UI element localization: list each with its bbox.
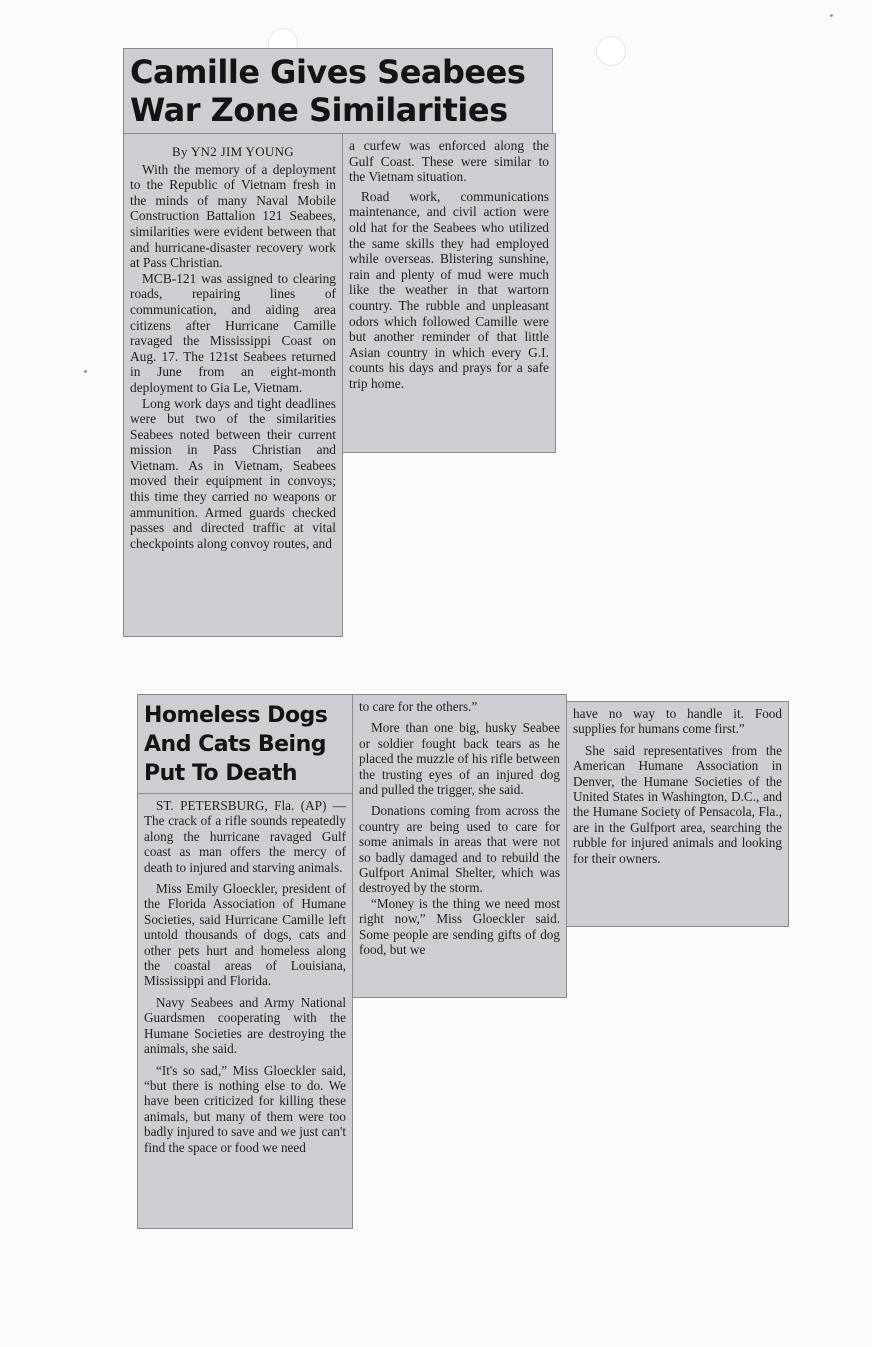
article2-col2-paragraph: Donations coming from across the country are being used to care for some animals in areas that were not so badly damaged and to rebuild the Gulfport Animal Shelter, which was destroyed by the storm. — [359, 803, 560, 896]
article2-col1-paragraph: Miss Emily Gloeckler, president of the Florida Association of Humane Societies, said Hurricane Camille left untold thousands of dogs, cats and other pets hurt and homeless along the coastal areas of Louisiana, Mississippi and Florida. — [144, 881, 346, 989]
article2-col3-paragraph: have no way to handle it. Food supplies for humans come first.” — [573, 706, 782, 737]
article1-col2-paragraph: a curfew was enforced along the Gulf Coast. These were similar to the Vietnam situation. — [349, 138, 549, 185]
article2-headline-block — [137, 694, 353, 794]
article2-column-1 — [137, 793, 353, 1229]
article1-col2-paragraph: Road work, communications maintenance, and civil action were old hat for the Seabees who utilized the same skills they had employed while overseas. Blistering sunshine, rain and plenty of mud were much like the weather in that wartorn country. The rubble and unpleasant odors which followed Camille were but another reminder of that little Asian country in which every G.I. counts his days and prays for a safe trip home. — [349, 188, 549, 391]
article2-col2-paragraph: More than one big, husky Seabee or soldier fought back tears as he placed the muzzle of his rifle between the trusting eyes of an injured dog and pulled the trigger, she said. — [359, 720, 560, 798]
paper-speck — [84, 370, 87, 373]
article2-col1-paragraph: Navy Seabees and Army National Guardsmen cooperating with the Humane Societies are destroying the animals, she said. — [144, 994, 346, 1057]
article1-col1-paragraph: MCB-121 was assigned to clearing roads, repairing lines of communication, and aiding area citizens after Hurricane Camille ravaged the Mississippi Coast on Aug. 17. The 121st Seabees returned in June from an eight-month deployment to Gia Le, Vietnam. — [130, 270, 336, 395]
article2-headline-line3: Put To Death — [144, 761, 298, 786]
paper-speck — [830, 14, 833, 17]
article1-headline-line2: War Zone Similarities — [130, 91, 508, 129]
article2-col2-paragraph: “Money is the thing we need most right now,” Miss Gloeckler said. Some people are sending gifts of dog food, but we — [359, 895, 560, 958]
article1-column-2 — [342, 133, 556, 453]
article1-byline: By YN2 JIM YOUNG — [172, 144, 294, 159]
article1-column-1 — [123, 133, 343, 637]
article2-column-3 — [566, 701, 789, 927]
article2-headline-line2: And Cats Being — [144, 732, 326, 757]
article1-headline-line1: Camille Gives Seabees — [130, 53, 526, 91]
article2-column-2 — [352, 694, 567, 998]
punch-hole-right — [596, 36, 626, 66]
article2-col1-paragraph: ST. PETERSBURG, Fla. (AP) — The crack of a rifle sounds repeatedly along the hurricane ravaged Gulf coast as man offers the mercy of death to injured and starving animals. — [144, 798, 346, 875]
article2-col3-paragraph: She said representatives from the American Humane Association in Denver, the Humane Societies of the United States in Washington, D.C., and the Humane Society of Pensacola, Fla., are in the Gulfport area, searching the rubble for injured animals and looking for their owners. — [573, 742, 782, 866]
article2-col1-paragraph: “It's so sad,” Miss Gloeckler said, “but there is nothing else to do. We have been criticized for killing these animals, but many of them were too badly injured to save and we just can't find the space or food we need — [144, 1062, 346, 1155]
article1-col1-paragraph: With the memory of a deployment to the Republic of Vietnam fresh in the minds of many Naval Mobile Construction Battalion 121 Seabees, similarities were evident between that and hurricane-disaster recovery work at Pass Christian. — [130, 161, 336, 271]
article2-headline-line1: Homeless Dogs — [144, 703, 328, 728]
article1-headline-block — [123, 48, 553, 134]
article1-col1-paragraph: Long work days and tight deadlines were but two of the similarities Seabees noted between their current mission in Pass Christian and Vietnam. As in Vietnam, Seabees moved their equipment in convoys; this time they carried no weapons or ammunition. Armed guards checked passes and directed traffic at vital checkpoints along convoy routes, and — [130, 395, 336, 551]
article2-col2-paragraph: to care for the others.” — [359, 699, 478, 714]
